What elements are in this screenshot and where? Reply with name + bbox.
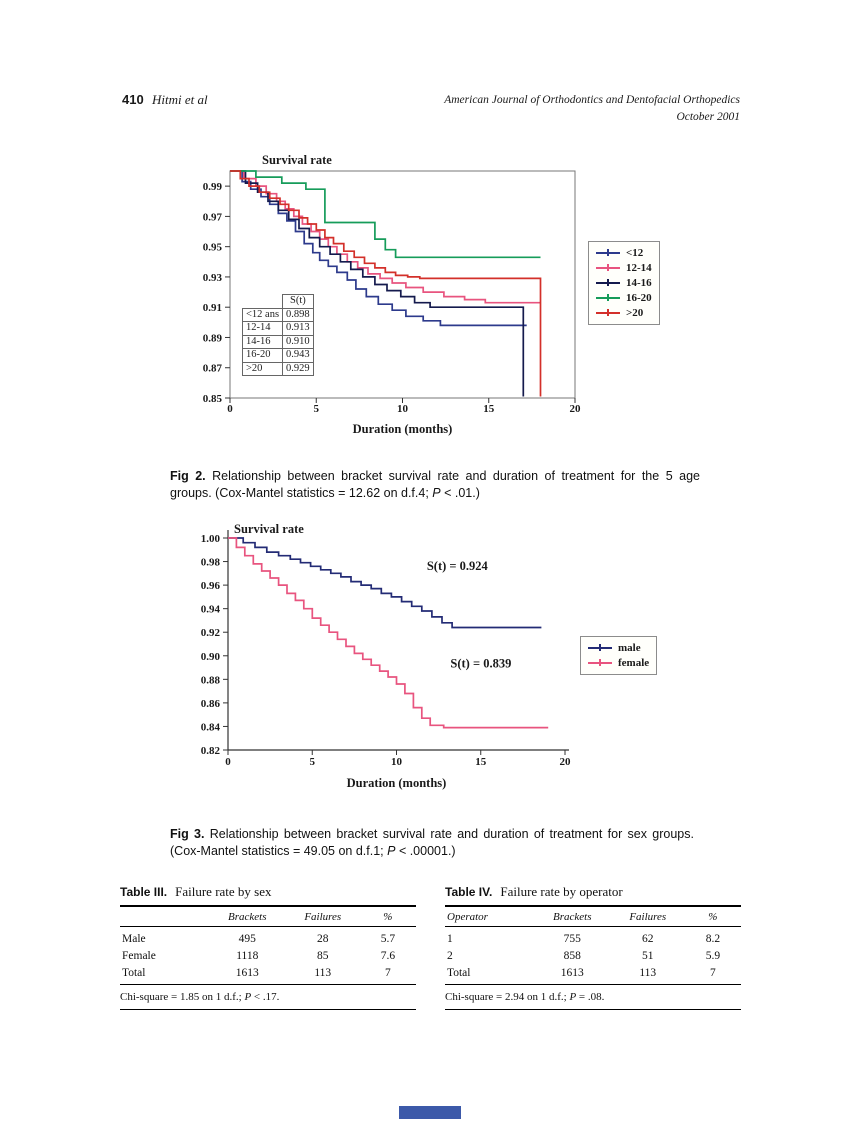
fig3-caption [170,826,694,861]
svg-text:S(t) = 0.924: S(t) = 0.924 [426,558,488,573]
header-row [445,906,741,927]
table-iii [120,883,416,1010]
svg-text:0.99: 0.99 [202,181,222,194]
svg-text:0.97: 0.97 [202,211,222,224]
legend-swatch [596,252,620,255]
svg-text:15: 15 [475,756,487,768]
legend-swatch [596,297,620,300]
p-symbol: P [387,844,396,858]
table-cell: 858 [563,950,581,962]
table-cell: 51 [642,950,654,962]
svg-text:Duration (months): Duration (months) [346,776,447,790]
table-iv-title [445,883,741,901]
running-head-right [444,92,740,125]
fig2-caption-label: Fig 2. [170,468,206,483]
table-cell: Male [122,933,146,945]
table-cell: 1 [447,933,453,945]
svg-text:0.94: 0.94 [200,603,220,616]
legend-label: 12-14 [626,262,652,274]
fig2-survival-chart [168,148,588,450]
svg-text:5: 5 [313,403,319,415]
survival-cell: >20 [243,362,283,376]
page-number: 410 [122,92,144,107]
fig3-caption-body: Relationship between bracket survival rate and duration of treatment for sex groups. (Cox-Mantel statistics = 49.05 on d.f.1; [170,826,694,858]
legend-item-male [588,642,649,654]
legend-item-12-14 [596,262,652,274]
survival-cell: 14-16 [243,335,283,349]
table-cell: 113 [314,967,332,979]
legend-swatch [596,312,620,315]
svg-text:0.98: 0.98 [200,556,220,569]
table-cell: 755 [563,933,581,945]
column-header: Operator [447,911,488,923]
table-iv-label: Table IV. [445,885,493,899]
svg-text:0.90: 0.90 [200,650,220,663]
svg-text:15: 15 [483,403,495,415]
legend-swatch [588,662,612,665]
table-cell: Total [122,967,146,979]
fig3-caption-label: Fig 3. [170,826,205,841]
svg-text:0.96: 0.96 [200,580,220,593]
fig2-legend [588,241,660,325]
survival-row [243,308,314,322]
journal-issue: October 2001 [676,110,740,123]
figure-2 [168,148,668,453]
page-header [122,92,740,125]
survival-cell: 0.898 [283,308,314,322]
legend-swatch [596,282,620,285]
table-cell: 2 [447,950,453,962]
table-row [445,927,741,948]
svg-text:5: 5 [309,756,315,768]
table-cell: Total [447,967,471,979]
survival-row [243,349,314,363]
legend-label: 16-20 [626,292,652,304]
fig2-caption [170,468,700,503]
survival-header-row [243,295,314,309]
survival-row [243,335,314,349]
table-cell: 62 [642,933,654,945]
svg-text:Survival rate: Survival rate [262,153,332,167]
column-header: Failures [629,911,667,923]
svg-text:0.93: 0.93 [202,271,222,284]
table-row [120,965,416,985]
table-iv [445,883,741,1010]
survival-cell: 12-14 [243,322,283,336]
legend-label: female [618,657,650,669]
table-iv-grid [445,905,741,985]
svg-text:0: 0 [225,756,231,768]
survival-row [243,322,314,336]
table-cell: 85 [317,950,329,962]
legend-label: >20 [626,307,644,319]
table-cell: 7 [710,967,716,979]
svg-text:0.89: 0.89 [202,332,222,345]
legend-item-female [588,657,649,669]
header-row [120,906,416,927]
svg-text:0: 0 [227,403,233,415]
survival-row [243,362,314,376]
st-header: S(t) [283,295,314,309]
survival-cell: <12 ans [243,308,283,322]
footnote-tail: < .17. [251,991,280,1003]
svg-text:0.85: 0.85 [202,393,222,405]
legend-swatch [596,267,620,270]
table-cell: 5.9 [705,950,721,962]
column-header: Failures [304,911,342,923]
table-iii-name: Failure rate by sex [175,884,272,899]
legend-label: 14-16 [626,277,652,289]
legend-item-14-16 [596,277,652,289]
table-iii-title [120,883,416,901]
table-iii-grid [120,905,416,985]
footnote-text: Chi-square = 2.94 on 1 d.f.; [445,991,570,1003]
legend-item--20 [596,307,652,319]
table-cell: 7.6 [380,950,396,962]
p-symbol: P [569,991,577,1003]
journal-name: American Journal of Orthodontics and Dentofacial Orthopedics [444,94,740,106]
p-symbol: P [432,486,441,500]
legend-swatch [588,647,612,650]
svg-text:0.87: 0.87 [202,362,222,375]
svg-text:20: 20 [569,403,581,415]
table-cell: 113 [639,967,657,979]
table-iv-footnote [445,985,741,1010]
running-authors: Hitmi et al [151,92,208,107]
legend-label: <12 [626,247,644,259]
svg-text:Survival rate: Survival rate [234,522,304,536]
svg-text:0.86: 0.86 [200,697,220,710]
svg-text:0.84: 0.84 [200,721,220,734]
survival-cell: 0.910 [283,335,314,349]
fig2-caption-tail: < .01.) [440,486,480,500]
svg-text:Duration (months): Duration (months) [352,422,453,436]
fig3-legend [580,636,657,675]
svg-text:10: 10 [397,403,408,415]
table-iii-label: Table III. [120,885,168,899]
table-row [445,965,741,985]
fig2-caption-body: Relationship between bracket survival rate and duration of treatment for the 5 age groups. (Cox-Mantel statistics = 12.62 on d.f.4; [170,468,700,500]
table-cell: 5.7 [380,933,396,945]
survival-cell: 0.913 [283,322,314,336]
table-cell: 1613 [235,967,259,979]
survival-cell: 0.943 [283,349,314,363]
column-header: % [708,911,718,923]
column-header: Brackets [228,911,267,923]
table-row [120,927,416,948]
svg-text:10: 10 [391,756,402,768]
svg-text:20: 20 [559,756,571,768]
table-cell: 7 [385,967,391,979]
table-cell: 28 [317,933,329,945]
table-cell: Female [122,950,156,962]
fig3-survival-chart [168,520,588,812]
survival-cell: 0.929 [283,362,314,376]
svg-text:0.91: 0.91 [202,302,222,315]
column-header: % [383,911,393,923]
svg-text:S(t) = 0.839: S(t) = 0.839 [450,656,512,671]
svg-text:0.88: 0.88 [200,674,220,687]
figure-3 [168,520,668,815]
scan-artifact-bar [399,1106,461,1119]
p-symbol: P [244,991,252,1003]
survival-cell: 16-20 [243,349,283,363]
table-row [445,948,741,965]
table-iii-footnote [120,985,416,1010]
svg-text:0.82: 0.82 [200,745,220,757]
table-iv-name: Failure rate by operator [500,884,623,899]
table-cell: 1118 [236,950,259,962]
legend-item--12 [596,247,652,259]
footnote-tail: = .08. [576,991,605,1003]
table-cell: 8.2 [705,933,721,945]
svg-text:0.92: 0.92 [200,627,220,640]
svg-text:1.00: 1.00 [200,533,220,545]
svg-text:0.95: 0.95 [202,241,222,254]
table-cell: 495 [238,933,256,945]
fig3-caption-tail: < .00001.) [395,844,456,858]
table-cell: 1613 [560,967,584,979]
running-head-left [122,92,208,108]
legend-item-16-20 [596,292,652,304]
column-header: Brackets [553,911,592,923]
footnote-text: Chi-square = 1.85 on 1 d.f.; [120,991,245,1003]
fig2-survival-values-table [242,294,314,376]
legend-label: male [618,642,641,654]
table-row [120,948,416,965]
blank-header [243,295,283,309]
column-header [120,906,209,927]
